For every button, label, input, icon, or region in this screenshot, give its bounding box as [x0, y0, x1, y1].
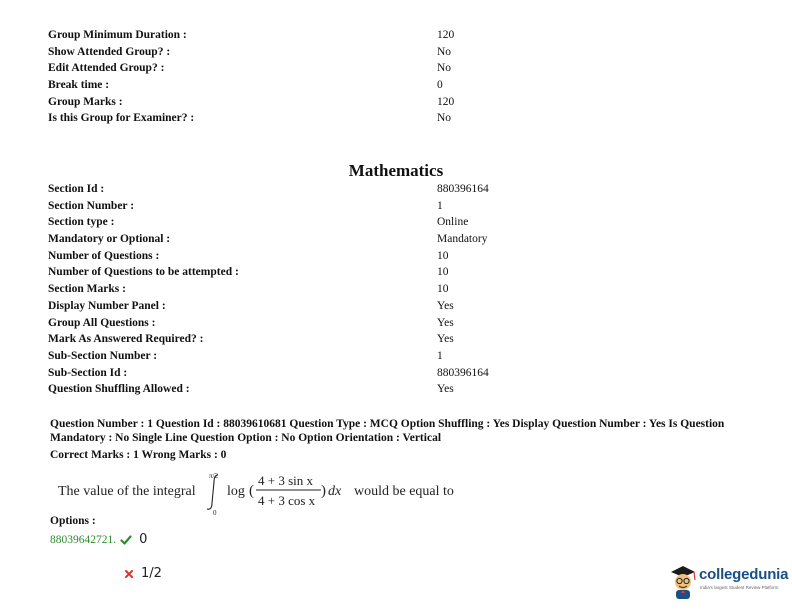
field-value: 10 [437, 249, 449, 262]
section-info-row [48, 298, 748, 315]
field-value: Yes [437, 383, 454, 396]
group-info-row [48, 27, 748, 44]
differential: dx [328, 484, 342, 499]
field-value: 10 [437, 266, 449, 279]
section-info-row [48, 181, 748, 198]
field-label: Section type : [48, 216, 115, 229]
field-value: Yes [437, 316, 454, 329]
field-value: Yes [437, 333, 454, 346]
field-value: Mandatory [437, 233, 488, 246]
question-text-after: would be equal to [354, 484, 454, 499]
field-value: 120 [437, 29, 455, 41]
field-value: 0 [437, 79, 443, 92]
question-marks: Correct Marks : 1 Wrong Marks : 0 [50, 449, 227, 461]
section-info-row [48, 315, 748, 332]
field-label: Display Number Panel : [48, 299, 166, 312]
field-label: Mark As Answered Required? : [48, 333, 204, 346]
group-info-row [48, 44, 748, 61]
section-info-row [48, 231, 748, 248]
question-text [58, 469, 578, 517]
field-value: 1 [437, 199, 443, 212]
field-label: Break time : [48, 79, 110, 92]
section-info-row [48, 198, 748, 215]
lower-limit: 0 [213, 509, 217, 517]
mascot-icon [668, 562, 698, 600]
field-label: Sub-Section Id : [48, 366, 128, 379]
option-1 [50, 532, 147, 547]
field-value: Online [437, 216, 469, 229]
field-label: Group Minimum Duration : [48, 29, 187, 41]
integral-sign [207, 475, 218, 509]
options-label: Options : [50, 515, 96, 527]
group-info-row [48, 77, 748, 94]
field-label: Mandatory or Optional : [48, 233, 171, 246]
field-label: Section Number : [48, 199, 135, 212]
group-info-row [48, 110, 748, 127]
upper-limit: π/2 [209, 472, 218, 480]
field-label: Question Shuffling Allowed : [48, 383, 190, 396]
section-info-row [48, 214, 748, 231]
close-paren: ) [321, 483, 326, 499]
group-info-row [48, 94, 748, 111]
group-info-row [48, 60, 748, 77]
section-info-row [48, 331, 748, 348]
option-text: 0 [139, 532, 148, 547]
cross-icon [124, 569, 134, 579]
field-value: 10 [437, 283, 449, 296]
section-info-row [48, 281, 748, 298]
question-meta-text: Question Number : 1 Question Id : 88039610681 Question Type : MCQ Option Shuffling : Yes Display Question Number : Yes Is Question Mandatory : No Single Line Question Option : No Option Orientation : Vertical [50, 418, 725, 444]
field-label: Group Marks : [48, 95, 123, 108]
field-value: No [437, 62, 452, 75]
option-text: 1/2 [141, 566, 162, 581]
log-function: log [227, 484, 245, 499]
field-label: Edit Attended Group? : [48, 62, 165, 75]
field-label: Is this Group for Examiner? : [48, 112, 195, 125]
field-value: No [437, 45, 452, 58]
question-meta [50, 417, 730, 462]
section-title: Mathematics [348, 161, 444, 180]
field-label: Section Id : [48, 183, 105, 195]
section-info-row [48, 264, 748, 281]
field-value: No [437, 112, 452, 125]
section-info-row [48, 348, 748, 365]
fraction-denominator: 4 + 3 cos x [258, 493, 316, 508]
open-paren: ( [249, 483, 254, 499]
fraction-numerator: 4 + 3 sin x [258, 473, 314, 488]
collegedunia-logo [668, 562, 788, 602]
option-id: 88039642721. [50, 533, 117, 546]
group-info-table [48, 27, 748, 127]
field-value: Yes [437, 299, 454, 312]
integral-expression [58, 469, 578, 517]
section-info-row [48, 365, 748, 382]
question-text-before: The value of the integral [58, 484, 196, 499]
field-value: 880396164 [437, 366, 489, 379]
field-label: Group All Questions : [48, 316, 156, 329]
field-value: 120 [437, 95, 455, 108]
field-value: 1 [437, 349, 443, 362]
field-label: Number of Questions : [48, 249, 160, 262]
field-label: Section Marks : [48, 283, 126, 296]
field-label: Sub-Section Number : [48, 349, 158, 362]
field-label: Show Attended Group? : [48, 45, 171, 58]
check-icon [120, 534, 132, 546]
section-info-row [48, 248, 748, 265]
option-2 [124, 566, 162, 581]
section-info-row [48, 381, 748, 398]
logo-name: collegedunia [699, 566, 789, 583]
section-info-table [48, 181, 748, 398]
field-value: 880396164 [437, 183, 489, 195]
field-label: Number of Questions to be attempted : [48, 266, 239, 279]
logo-tagline: India's largest Student Review Platform [700, 585, 779, 590]
